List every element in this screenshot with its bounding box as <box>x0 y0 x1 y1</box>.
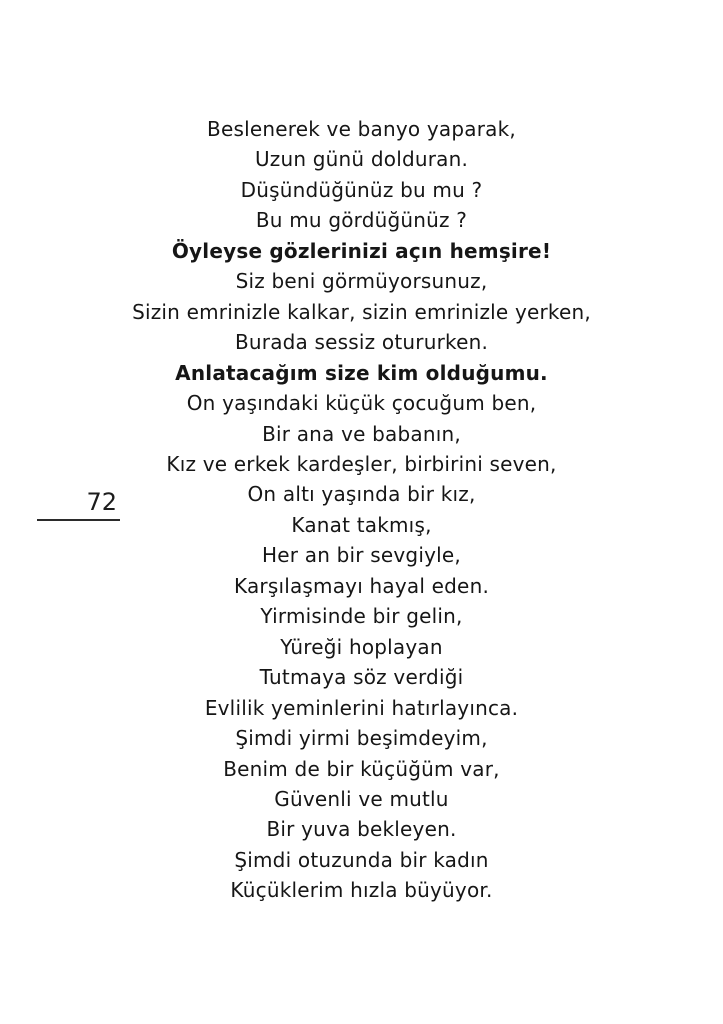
poem-line: Tutmaya söz verdiği <box>259 665 464 690</box>
page-number: 72 <box>86 488 117 516</box>
poem-line: Sizin emrinizle kalkar, sizin emrinizle yerken, <box>132 299 591 324</box>
poem-line: Bir yuva bekleyen. <box>266 817 457 842</box>
poem-line: Evlilik yeminlerini hatırlayınca. <box>204 695 519 720</box>
poem-line: Düşündüğünüz bu mu ? <box>240 177 483 202</box>
poem-line: Öyleyse gözlerinizi açın hemşire! <box>171 238 552 263</box>
poem-line: Şimdi otuzunda bir kadın <box>234 847 489 872</box>
poem-line: Her an bir sevgiyle, <box>262 543 461 568</box>
poem-line: Şimdi yirmi beşimdeyim, <box>235 726 488 751</box>
poem-line: Uzun günü dolduran. <box>254 147 469 172</box>
poem-line: Benim de bir küçüğüm var, <box>223 756 500 781</box>
poem-line: Küçüklerim hızla büyüyor. <box>230 878 493 903</box>
poem-line: Siz beni görmüyorsunuz, <box>235 269 488 294</box>
poem-line: Güvenli ve mutlu <box>274 786 449 811</box>
poem-line: On yaşındaki küçük çocuğum ben, <box>186 391 537 416</box>
poem-line: Yüreği hoplayan <box>280 634 443 659</box>
poem-line: Kanat takmış, <box>291 512 432 537</box>
poem-line: Karşılaşmayı hayal eden. <box>233 573 489 598</box>
poem <box>0 114 723 906</box>
poem-line: Bir ana ve babanın, <box>262 421 461 446</box>
poem-line: Kız ve erkek kardeşler, birbirini seven, <box>166 451 557 476</box>
poem-line: On altı yaşında bir kız, <box>247 482 476 507</box>
poem-line: Bu mu gördüğünüz ? <box>255 208 468 233</box>
poem-line: Burada sessiz otururken. <box>234 330 489 355</box>
poem-line: Yirmisinde bir gelin, <box>260 604 463 629</box>
poem-line: Anlatacağım size kim olduğumu. <box>175 360 548 385</box>
poem-line: Beslenerek ve banyo yaparak, <box>207 117 516 141</box>
